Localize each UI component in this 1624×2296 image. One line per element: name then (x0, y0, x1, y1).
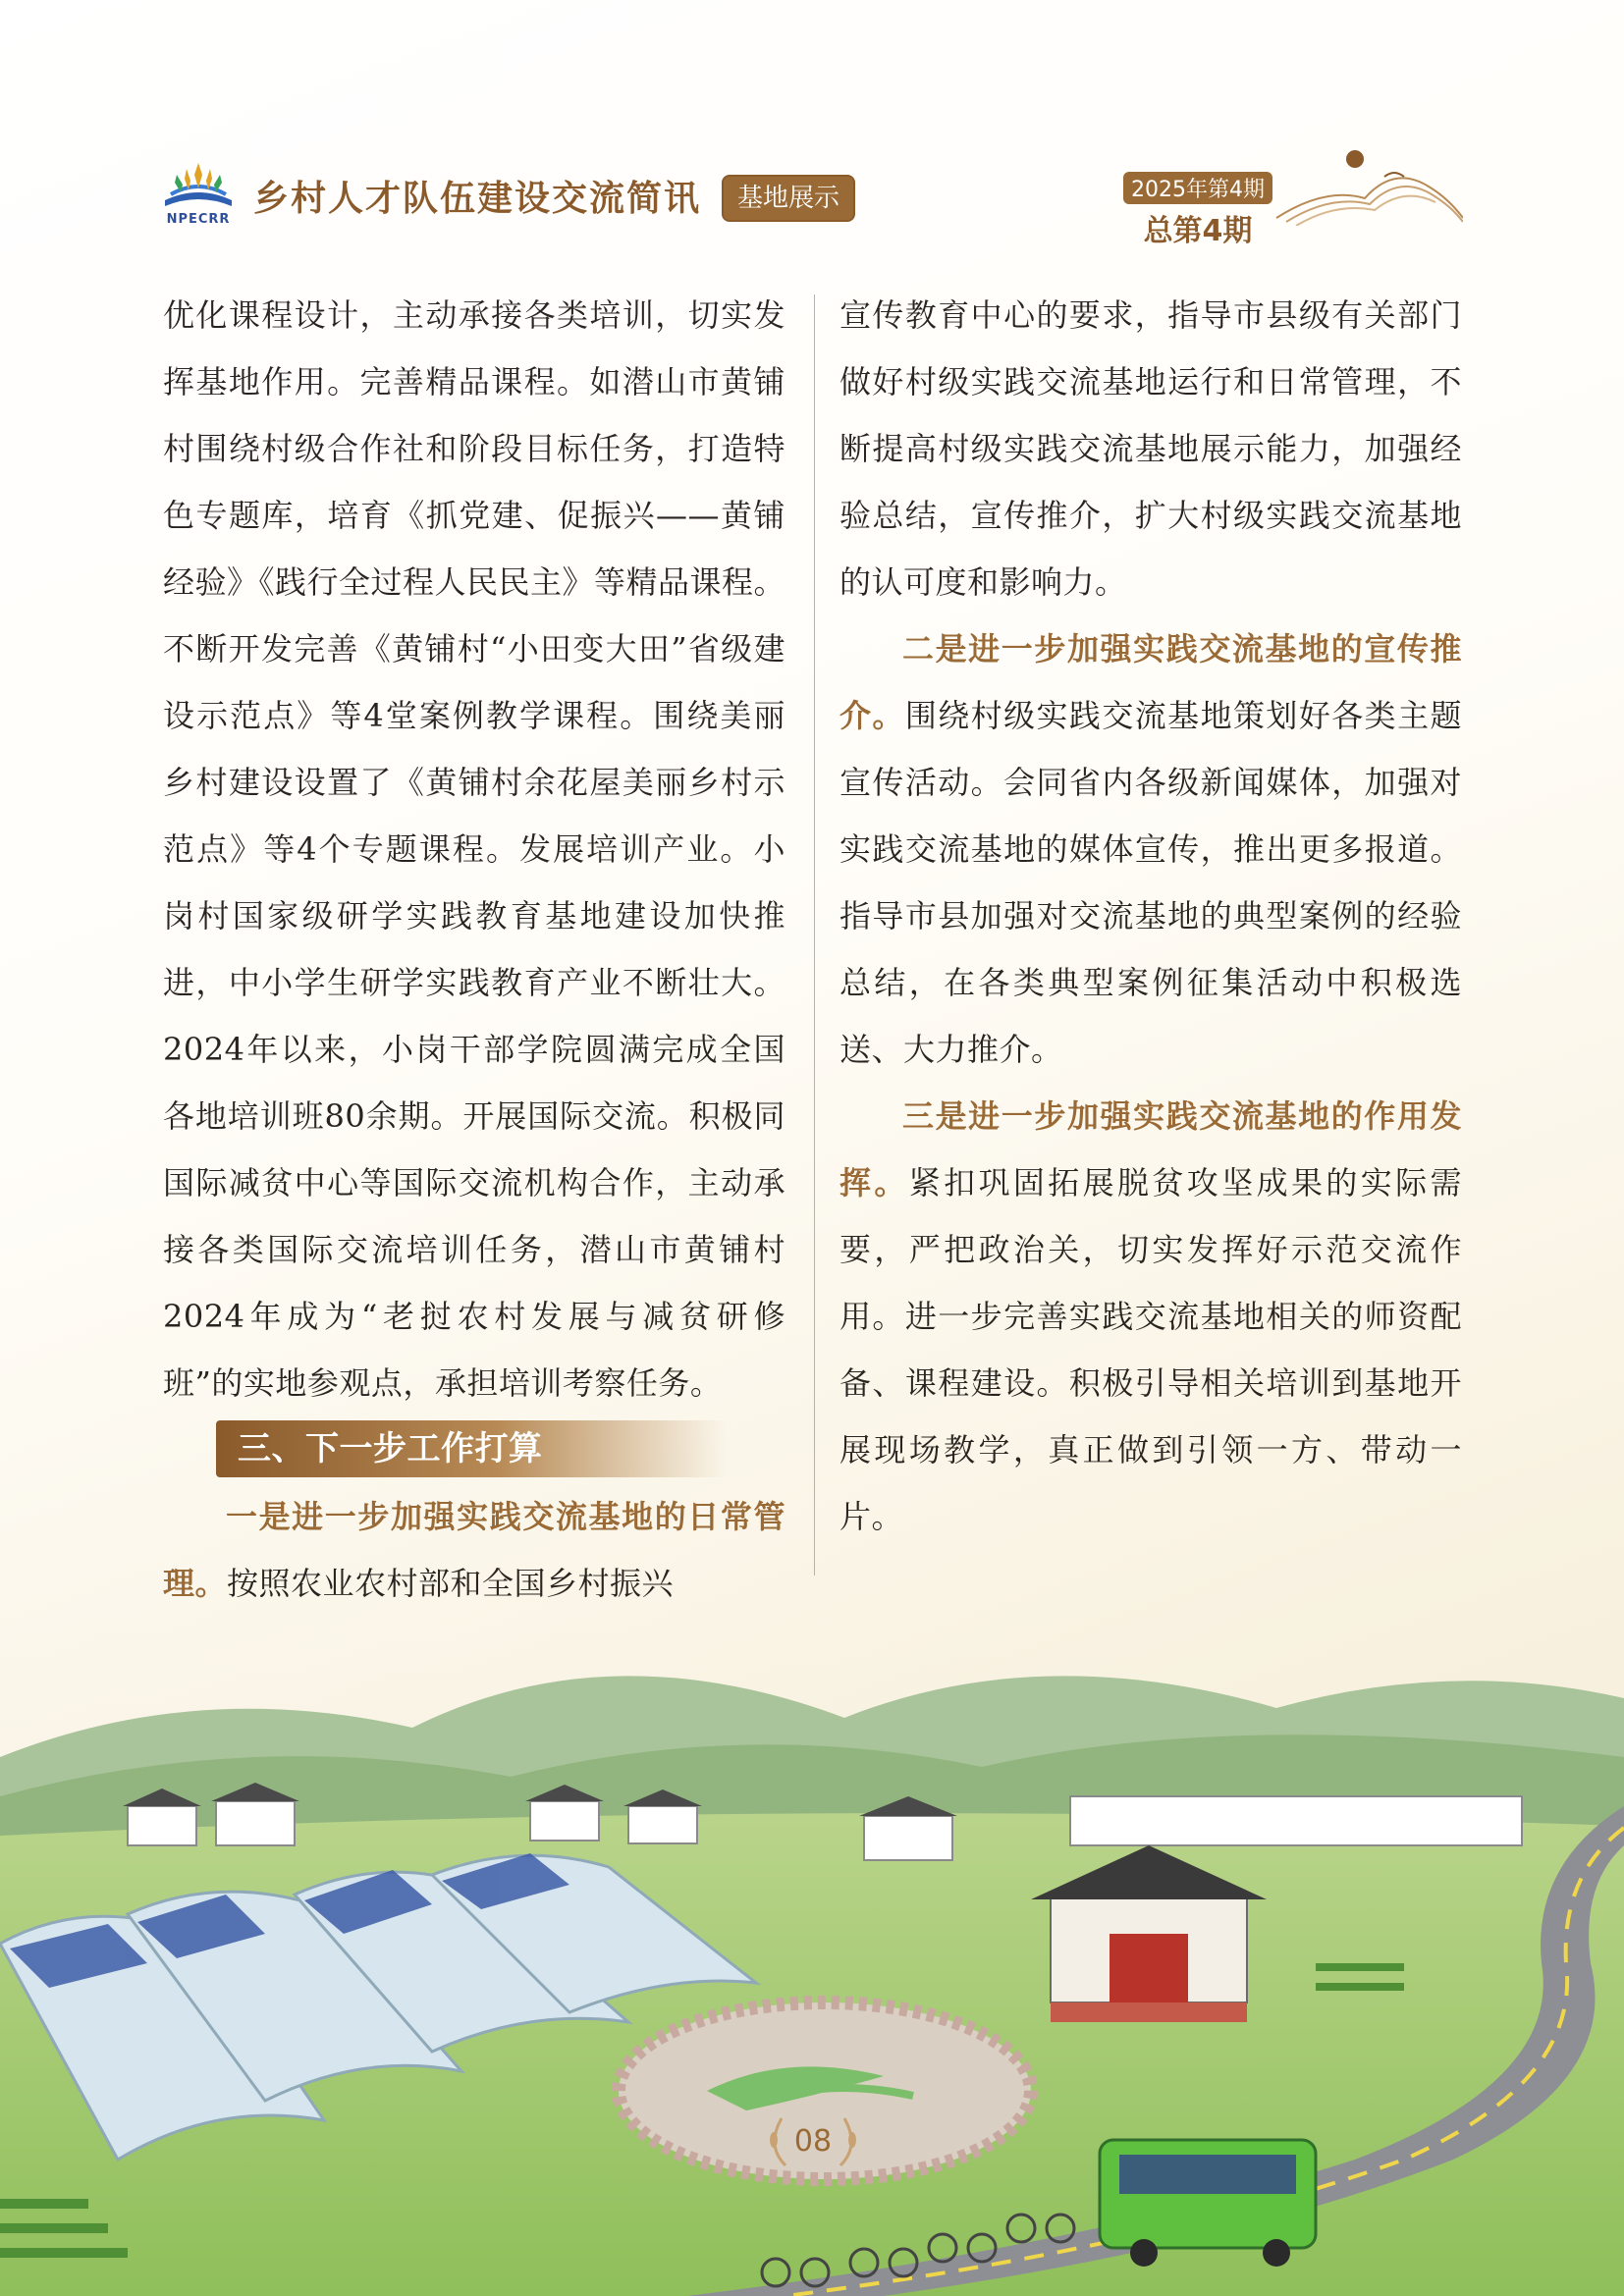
journal-title: 乡村人才队伍建设交流简讯 (253, 179, 702, 219)
point1-continued: 宣传教育中心的要求，指导市县级有关部门做好村级实践交流基地运行和日常管理，不断提高村级实践交流基地展示能力，加强经验总结，宣传推介，扩大村级实践交流基地的认可度和影响力。 (839, 296, 1462, 601)
page-number: 08 (793, 2124, 833, 2159)
issue-info (1119, 172, 1276, 249)
right-column (839, 282, 1462, 1550)
section-heading-text: 三、下一步工作打算 (238, 1429, 543, 1468)
point3-paragraph (839, 1083, 1462, 1550)
rural-landscape-illustration (0, 1610, 1624, 2296)
point3-title: 三是进一步加强实践交流基地的作用发挥。 (839, 1097, 1462, 1201)
point1-paragraph (163, 1483, 785, 1617)
point2-paragraph (839, 615, 1462, 1083)
body-paragraph: 优化课程设计，主动承接各类培训，切实发挥基地作用。完善精品课程。如潜山市黄铺村围绕村级合作社和阶段目标任务，打造特色专题库，培育《抓党建、促振兴——黄铺经验》《践行全过程人民民主》等精品课程。不断开发完善《黄铺村“小田变大田”省级建设示范点》等4堂案例教学课程。围绕美丽乡村建设设置了《黄铺村余花屋美丽乡村示范点》等4个专题课程。发展培训产业。小岗村国家级研学实践教育基地建设加快推进，中小学生研学实践教育产业不断壮大。2024年以来，小岗干部学院圆满完成全国各地培训班80余期。开展国际交流。积极同国际减贫中心等国际交流机构合作，主动承接各类国际交流培训任务，潜山市黄铺村2024年成为“老挝农村发展与减贫研修班”的实地参观点，承担培训考察任务。 (163, 296, 786, 1402)
logo-text: NPECRR (166, 212, 231, 227)
point3-body: 紧扣巩固拓展脱贫攻坚成果的实际需要，严把政治关，切实发挥好示范交流作用。进一步完善实践交流基地相关的师资配备、课程建设。积极引导相关培训到基地开展现场教学，真正做到引领一方、带动一片。 (839, 1164, 1462, 1535)
point2-body: 围绕村级实践交流基地策划好各类主题宣传活动。会同省内各级新闻媒体，加强对实践交流基地的媒体宣传，推出更多报道。指导市县加强对交流基地的典型案例的经验总结，在各类典型案例征集活动中积极选送、大力推介。 (839, 697, 1462, 1068)
left-column (163, 282, 785, 1617)
point1-body: 按照农业农村部和全国乡村振兴 (227, 1565, 675, 1602)
section-badge: 基地展示 (722, 175, 855, 222)
column-divider (814, 294, 815, 1575)
issue-total: 总第4期 (1143, 214, 1253, 248)
page-header (0, 0, 1624, 255)
section-heading (216, 1420, 727, 1477)
point2-title: 二是进一步加强实践交流基地的宣传推介。 (839, 630, 1462, 734)
issue-year: 2025年第4期 (1123, 172, 1272, 204)
point1-title: 一是进一步加强实践交流基地的日常管理。 (163, 1498, 785, 1602)
